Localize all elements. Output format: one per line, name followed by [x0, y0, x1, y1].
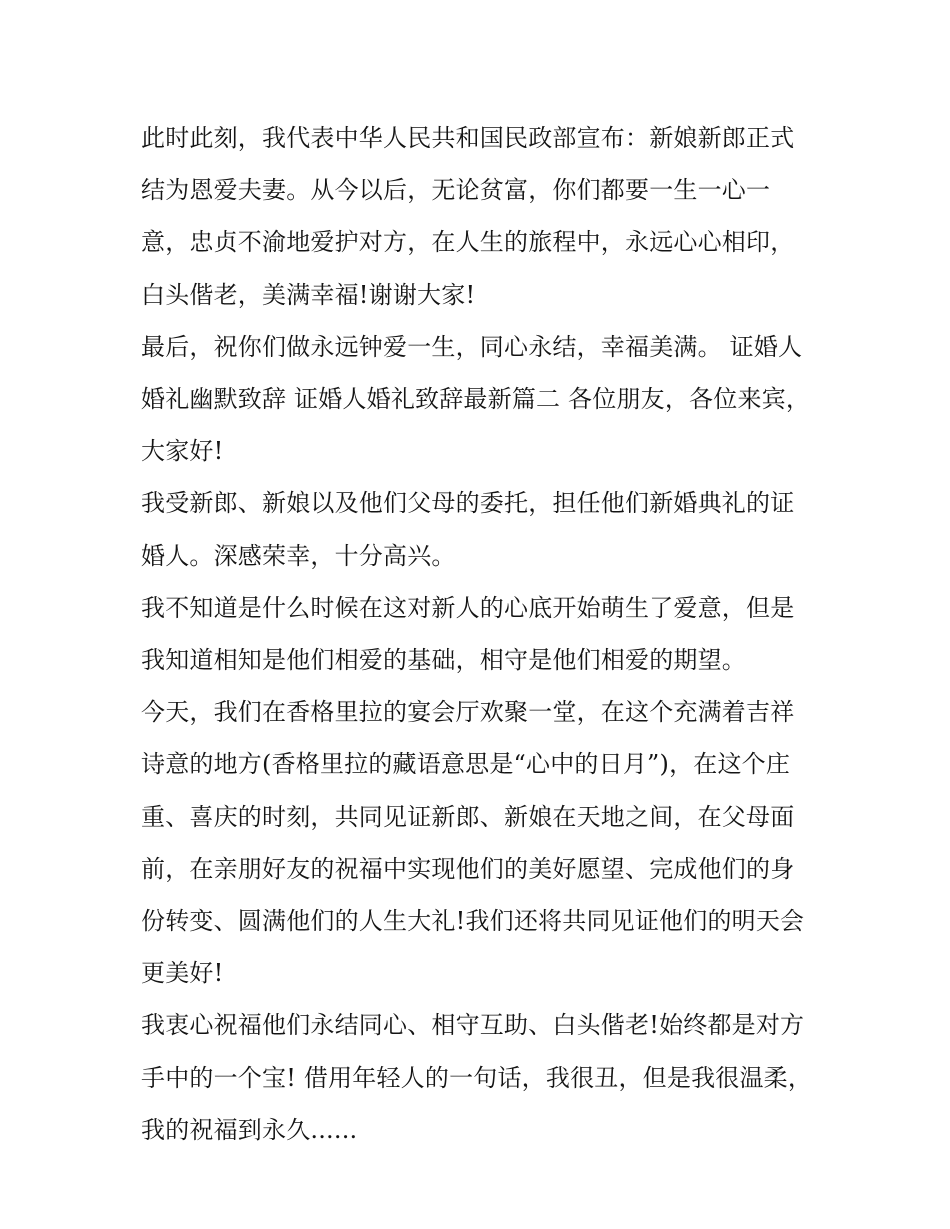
paragraph-final-blessing: 我衷心祝福他们永结同心、相守互助、白头偕老!始终都是对方手中的一个宝! 借用年轻人的一句话，我很丑，但是我很温柔，我的祝福到永久...... [141, 1011, 813, 1144]
document-body [141, 112, 813, 1156]
paragraph-love-origin: 我不知道是什么时候在这对新人的心底开始萌生了爱意，但是我知道相知是他们相爱的基础，相守是他们相爱的期望。 [141, 593, 795, 675]
paragraph-ceremony: 今天，我们在香格里拉的宴会厅欢聚一堂，在这个充满着吉祥诗意的地方(香格里拉的藏语意思是“心中的日月”)，在这个庄重、喜庆的时刻，共同见证新郎、新娘在天地之间，在父母面前，在亲朋好友的祝福中实现他们的美好愿望、完成他们的身份转变、圆满他们的人生大礼!我们还将共同见证他们的明天会更美好! [141, 698, 805, 988]
paragraph-commission: 我受新郎、新娘以及他们父母的委托，担任他们新婚典礼的证婚人。深感荣幸，十分高兴。 [141, 489, 795, 570]
paragraph-announcement: 此时此刻，我代表中华人民共和国民政部宣布：新娘新郎正式结为恩爱夫妻。从今以后，无论贫富，你们都要一生一心一意，忠贞不渝地爱护对方，在人生的旅程中，永远心心相印，白头偕老，美满幸福!谢谢大家! [141, 124, 795, 309]
paragraph-blessing-intro: 最后，祝你们做永远钟爱一生，同心永结，幸福美满。 证婚人婚礼幽默致辞 证婚人婚礼致辞最新篇二 各位朋友，各位来宾，大家好! [141, 332, 811, 466]
